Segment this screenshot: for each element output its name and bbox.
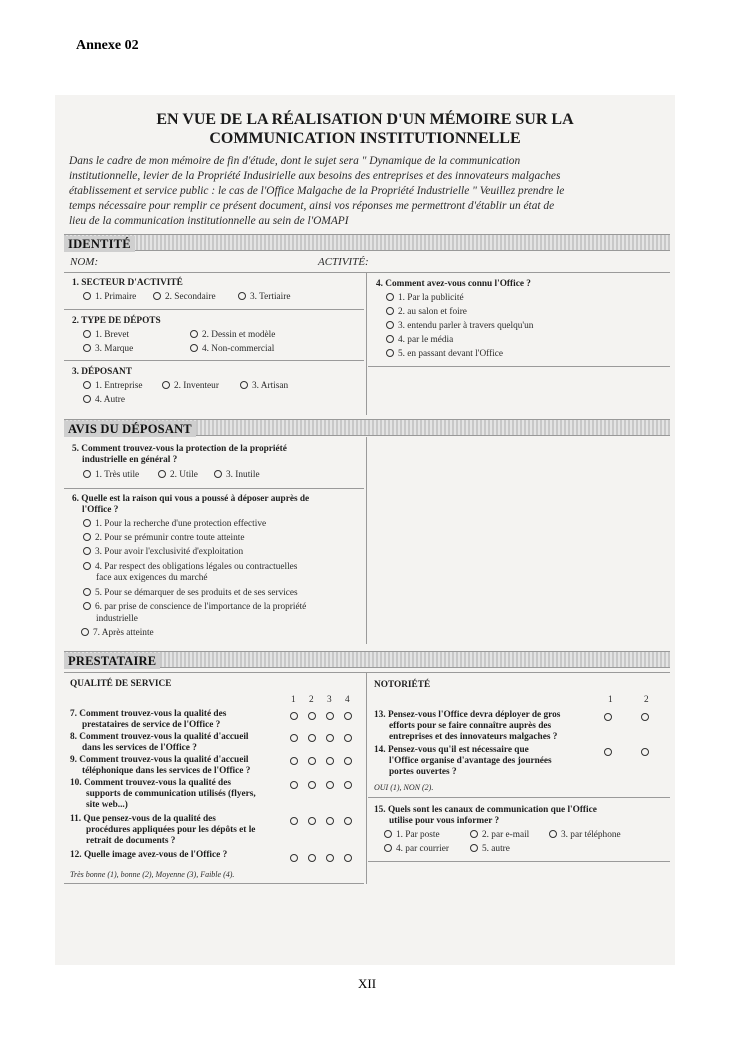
nom-field-label: NOM:: [70, 256, 99, 268]
q11-radio-2[interactable]: [308, 817, 316, 825]
q2-option[interactable]: 4. Non-commercial: [190, 344, 274, 355]
notoriete-scale-note: OUI (1), NON (2).: [374, 783, 434, 792]
q5-label: 5. Comment trouvez-vous la protection de la propriété: [72, 444, 287, 454]
q15-label: 15. Quels sont les canaux de communication que l'Office: [374, 805, 597, 815]
column-divider: [366, 437, 367, 644]
q15-option[interactable]: 2. par e-mail: [470, 830, 529, 841]
intro-line: temps nécessaire pour remplir ce présent document, ainsi vos réponses me permettront d'établir un état de: [69, 200, 555, 212]
q3-option[interactable]: 2. Inventeur: [162, 381, 219, 392]
q6-option[interactable]: 3. Pour avoir l'exclusivité d'exploitation: [83, 547, 243, 558]
divider: [64, 309, 364, 310]
q6-option[interactable]: 7. Après atteinte: [81, 628, 154, 639]
activite-field-label: ACTIVITÉ:: [318, 256, 369, 268]
q12-radio-2[interactable]: [308, 854, 316, 862]
q4-label: 4. Comment avez-vous connu l'Office ?: [376, 279, 531, 289]
q12-radio-1[interactable]: [290, 854, 298, 862]
q10-radio-4[interactable]: [344, 781, 352, 789]
q1-label: 1. SECTEUR D'ACTIVITÉ: [72, 278, 183, 288]
intro-line: lieu de la communication institutionnelle au sein de l'OMAPI: [69, 215, 349, 227]
column-divider: [366, 272, 367, 415]
section-identite: [64, 234, 670, 251]
divider: [64, 360, 364, 361]
q11-radio-3[interactable]: [326, 817, 334, 825]
q7-label: 7. Comment trouvez-vous la qualité des: [70, 709, 227, 719]
intro-line: établissement et service public : le cas de l'Office Malgache de la Propriété Industrielle " Veuillez prendre le: [69, 185, 565, 197]
q12-radio-4[interactable]: [344, 854, 352, 862]
q15-option[interactable]: 4. par courrier: [384, 844, 449, 855]
scale-number: 1: [608, 695, 613, 705]
q10-label: 10. Comment trouvez-vous la qualité des: [70, 778, 231, 788]
q14-label: l'Office organise d'avantage des journées: [389, 756, 552, 766]
q2-option[interactable]: 1. Brevet: [83, 330, 129, 341]
q14-label: 14. Pensez-vous qu'il est nécessaire que: [374, 745, 529, 755]
q13-radio-1[interactable]: [604, 713, 612, 721]
q10-radio-2[interactable]: [308, 781, 316, 789]
scale-number: 2: [644, 695, 649, 705]
q8-radio-3[interactable]: [326, 734, 334, 742]
q4-option[interactable]: 4. par le média: [386, 335, 453, 346]
q15-option[interactable]: 5. autre: [470, 844, 510, 855]
intro-line: institutionnelle, levier de la Propriété Indusirielle aux besoins des entreprises et des innovateurs malgaches: [69, 170, 561, 182]
scale-number: 4: [345, 695, 350, 705]
q1-option[interactable]: 3. Tertiaire: [238, 292, 290, 303]
q6-option[interactable]: 6. par prise de conscience de l'importance de la propriété: [83, 602, 306, 613]
q4-option[interactable]: 2. au salon et foire: [386, 307, 467, 318]
q12-label: 12. Quelle image avez-vous de l'Office ?: [70, 850, 228, 860]
q11-radio-1[interactable]: [290, 817, 298, 825]
scale-number: 1: [291, 695, 296, 705]
q11-label: 11. Que pensez-vous de la qualité des: [70, 814, 216, 824]
q7-radio-2[interactable]: [308, 712, 316, 720]
q6-option[interactable]: 4. Par respect des obligations légales ou contractuelles: [83, 562, 297, 573]
q11-radio-4[interactable]: [344, 817, 352, 825]
q14-radio-1[interactable]: [604, 748, 612, 756]
q15-option[interactable]: 3. par téléphone: [549, 830, 621, 841]
q8-label: dans les services de l'Office ?: [82, 743, 197, 753]
q6-option[interactable]: 2. Pour se prémunir contre toute atteinte: [83, 533, 244, 544]
q7-radio-1[interactable]: [290, 712, 298, 720]
q2-label: 2. TYPE DE DÉPOTS: [72, 316, 161, 326]
q2-option[interactable]: 2. Dessin et modèle: [190, 330, 275, 341]
section-avis: [64, 419, 670, 436]
q7-radio-4[interactable]: [344, 712, 352, 720]
q3-option[interactable]: 3. Artisan: [240, 381, 288, 392]
q13-radio-2[interactable]: [641, 713, 649, 721]
section-prestataire: [64, 651, 670, 668]
q5-option[interactable]: 3. Inutile: [214, 470, 260, 481]
q14-label: portes ouvertes ?: [389, 767, 457, 777]
q3-label: 3. DÉPOSANT: [72, 367, 132, 377]
q13-label: efforts pour se faire connaître auprès des: [389, 721, 552, 731]
q1-option[interactable]: 2. Secondaire: [153, 292, 216, 303]
q5-label: industrielle en général ?: [82, 455, 178, 465]
q14-radio-2[interactable]: [641, 748, 649, 756]
divider: [64, 672, 670, 673]
q8-radio-1[interactable]: [290, 734, 298, 742]
divider: [368, 366, 670, 367]
divider: [64, 883, 364, 884]
column-divider: [366, 672, 367, 884]
q13-label: entreprises et des innovateurs malgaches ?: [389, 732, 558, 742]
q6-label: 6. Quelle est la raison qui vous a poussé à déposer auprès de: [72, 494, 310, 504]
q4-option[interactable]: 3. entendu parler à travers quelqu'un: [386, 321, 533, 332]
q9-radio-4[interactable]: [344, 757, 352, 765]
q7-label: prestataires de service de l'Office ?: [82, 720, 221, 730]
intro-paragraph: [69, 154, 663, 229]
q6-label: l'Office ?: [82, 505, 119, 515]
q7-radio-3[interactable]: [326, 712, 334, 720]
q8-radio-4[interactable]: [344, 734, 352, 742]
q15-label: utilise pour vous informer ?: [389, 816, 500, 826]
q10-label: supports de communication utilisés (flyers,: [86, 789, 256, 799]
q9-label: 9. Comment trouvez-vous la qualité d'accueil: [70, 755, 249, 765]
title-line-2: COMMUNICATION INSTITUTIONNELLE: [209, 130, 521, 147]
divider: [64, 272, 670, 273]
q10-label: site web...): [86, 800, 128, 810]
q11-label: retrait de documents ?: [86, 836, 176, 846]
section-avis-label: AVIS DU DÉPOSANT: [64, 421, 196, 437]
scale-number: 3: [327, 695, 332, 705]
q9-label: téléphonique dans les services de l'Office ?: [82, 766, 251, 776]
q6-option[interactable]: 5. Pour se démarquer de ses produits et de ses services: [83, 588, 298, 599]
section-prestataire-label: PRESTATAIRE: [64, 653, 160, 669]
q2-option[interactable]: 3. Marque: [83, 344, 133, 355]
q9-radio-2[interactable]: [308, 757, 316, 765]
q8-radio-2[interactable]: [308, 734, 316, 742]
q6-option-cont: industrielle: [96, 614, 138, 624]
q3-option[interactable]: 4. Autre: [83, 395, 125, 406]
q6-option[interactable]: 1. Pour la recherche d'une protection effective: [83, 519, 266, 530]
q1-option[interactable]: 1. Primaire: [83, 292, 136, 303]
scale-number: 2: [309, 695, 314, 705]
qualite-scale-note: Très bonne (1), bonne (2), Moyenne (3), Faible (4).: [70, 870, 235, 879]
q4-option[interactable]: 5. en passant devant l'Office: [386, 349, 503, 360]
q12-radio-3[interactable]: [326, 854, 334, 862]
notoriete-heading: NOTORIÉTÉ: [374, 680, 431, 690]
q3-option[interactable]: 1. Entreprise: [83, 381, 143, 392]
q13-label: 13. Pensez-vous l'Office devra déployer de gros: [374, 710, 561, 720]
q9-radio-3[interactable]: [326, 757, 334, 765]
form-title: [110, 110, 620, 148]
qualite-heading: QUALITÉ DE SERVICE: [70, 679, 172, 689]
q5-option[interactable]: 1. Très utile: [83, 470, 139, 481]
title-line-1: EN VUE DE LA RÉALISATION D'UN MÉMOIRE SUR LA: [156, 111, 574, 128]
annex-label: Annexe 02: [76, 38, 139, 53]
section-identite-label: IDENTITÉ: [64, 236, 135, 252]
intro-line: Dans le cadre de mon mémoire de fin d'étude, dont le sujet sera " Dynamique de la communication: [69, 155, 521, 167]
divider: [368, 797, 670, 798]
q8-label: 8. Comment trouvez-vous la qualité d'accueil: [70, 732, 249, 742]
divider: [368, 861, 670, 862]
q10-radio-1[interactable]: [290, 781, 298, 789]
q11-label: procédures appliquées pour les dépôts et le: [86, 825, 256, 835]
q9-radio-1[interactable]: [290, 757, 298, 765]
q15-option[interactable]: 1. Par poste: [384, 830, 440, 841]
q5-option[interactable]: 2. Utile: [158, 470, 198, 481]
q4-option[interactable]: 1. Par la publicité: [386, 293, 464, 304]
q10-radio-3[interactable]: [326, 781, 334, 789]
divider: [64, 488, 364, 489]
q6-option-cont: face aux exigences du marché: [96, 573, 208, 583]
page-number: XII: [358, 976, 377, 991]
